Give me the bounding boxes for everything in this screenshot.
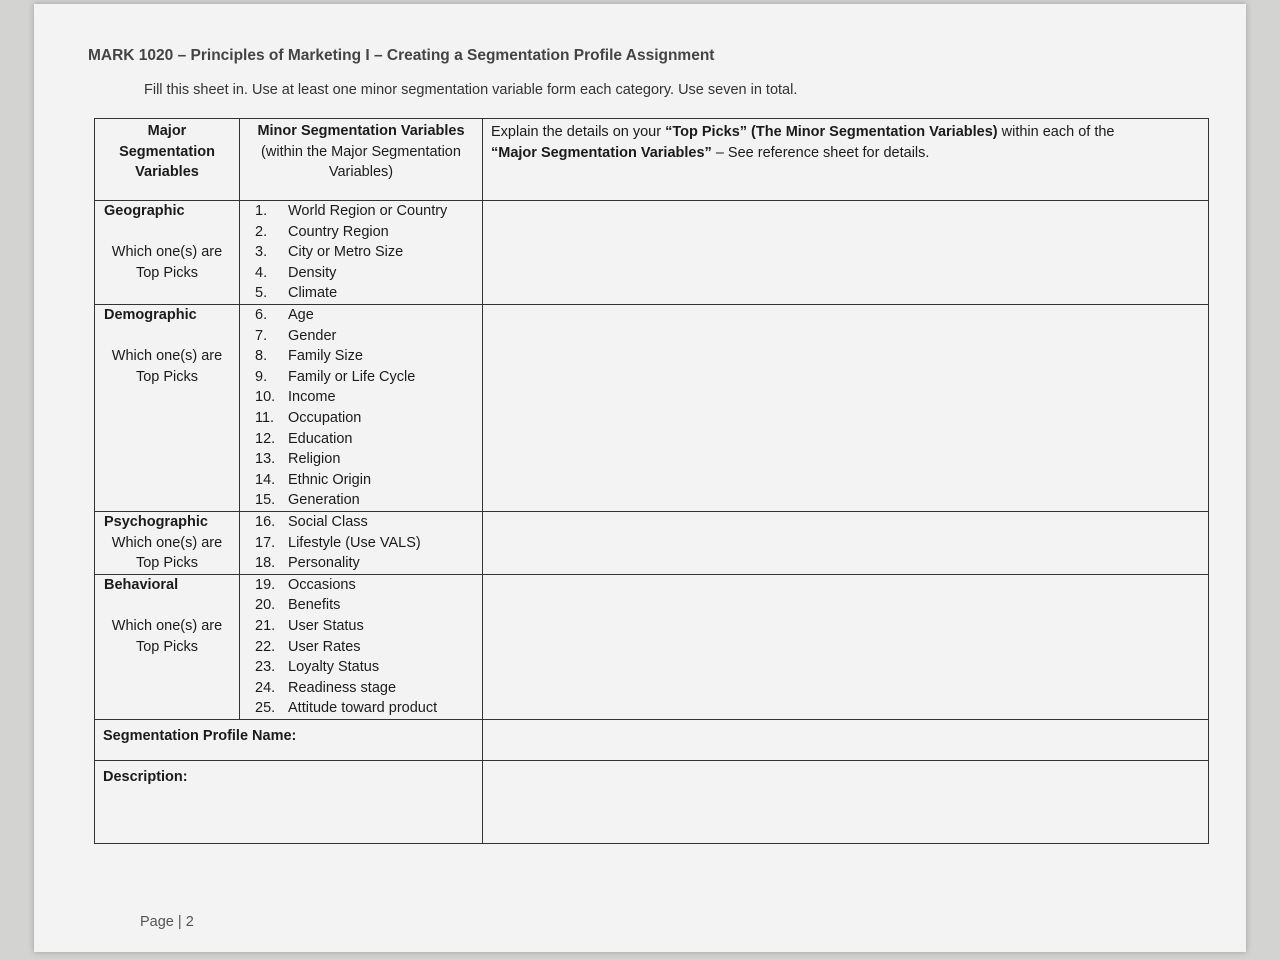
list-item: 8. Family Size bbox=[255, 348, 363, 365]
segmentation-table bbox=[94, 118, 1209, 844]
demographic-row bbox=[95, 305, 1209, 512]
minor-variables-header: Minor Segmentation Variables (within the Major Segmentation Variables) bbox=[240, 119, 483, 201]
list-item: 22. User Rates bbox=[255, 638, 361, 655]
list-item: 23. Loyalty Status bbox=[255, 659, 380, 676]
list-item: 24. Readiness stage bbox=[255, 679, 397, 696]
geographic-row bbox=[95, 201, 1209, 305]
list-item: 1. World Region or Country bbox=[255, 203, 448, 219]
explain-header: Explain the details on your “Top Picks” (The Minor Segmentation Variables) within each of the “Major Segmentation Variables” – See reference sheet for details. bbox=[483, 119, 1209, 201]
list-item: 17. Lifestyle (Use VALS) bbox=[255, 534, 421, 551]
list-item: 2. Country Region bbox=[255, 223, 389, 240]
list-item: 4. Density bbox=[255, 264, 337, 281]
profile-name-row bbox=[95, 719, 1209, 760]
description-input-cell[interactable] bbox=[483, 760, 1209, 843]
list-item: 21. User Status bbox=[255, 617, 364, 634]
list-item: 12. Education bbox=[255, 430, 353, 447]
list-item: 14. Ethnic Origin bbox=[255, 471, 372, 488]
minor-cell-geographic bbox=[240, 201, 483, 305]
header-row bbox=[95, 119, 1209, 201]
answer-cell-psychographic[interactable] bbox=[483, 512, 1209, 575]
list-item: 18. Personality bbox=[255, 555, 360, 572]
behavioral-row bbox=[95, 574, 1209, 719]
page-number: Page | 2 bbox=[140, 914, 194, 930]
major-cell-geographic: Geographic Which one(s) are Top Picks bbox=[95, 201, 240, 305]
list-item: 25. Attitude toward product bbox=[255, 700, 438, 717]
minor-cell-behavioral bbox=[240, 574, 483, 719]
list-item: 16. Social Class bbox=[255, 514, 368, 530]
minor-cell-psychographic bbox=[240, 512, 483, 575]
major-variables-header: Major Segmentation Variables bbox=[95, 119, 240, 201]
answer-cell-demographic[interactable] bbox=[483, 305, 1209, 512]
list-item: 11. Occupation bbox=[255, 409, 362, 426]
list-item: 6. Age bbox=[255, 307, 314, 323]
document-page bbox=[34, 4, 1246, 952]
description-label: Description: bbox=[95, 760, 483, 843]
description-row bbox=[95, 760, 1209, 843]
list-item: 13. Religion bbox=[255, 451, 341, 468]
answer-cell-geographic[interactable] bbox=[483, 201, 1209, 305]
profile-name-input-cell[interactable] bbox=[483, 719, 1209, 760]
list-item: 5. Climate bbox=[255, 285, 338, 302]
instructions-text: Fill this sheet in. Use at least one minor segmentation variable form each category. Use seven in total. bbox=[144, 82, 798, 98]
major-cell-psychographic: Psychographic Which one(s) are Top Picks bbox=[95, 512, 240, 575]
profile-name-label: Segmentation Profile Name: bbox=[95, 719, 483, 760]
major-cell-behavioral: Behavioral Which one(s) are Top Picks bbox=[95, 574, 240, 719]
list-item: 3. City or Metro Size bbox=[255, 244, 404, 261]
minor-cell-demographic bbox=[240, 305, 483, 512]
list-item: 7. Gender bbox=[255, 327, 337, 344]
psychographic-row bbox=[95, 512, 1209, 575]
major-cell-demographic: Demographic Which one(s) are Top Picks bbox=[95, 305, 240, 512]
list-item: 9. Family or Life Cycle bbox=[255, 368, 416, 385]
major-name: Behavioral bbox=[104, 576, 179, 593]
list-item: 20. Benefits bbox=[255, 597, 341, 614]
list-item: 10. Income bbox=[255, 389, 336, 406]
major-name: Demographic bbox=[104, 307, 197, 323]
major-name: Psychographic bbox=[104, 514, 208, 530]
answer-cell-behavioral[interactable] bbox=[483, 574, 1209, 719]
document-title: MARK 1020 – Principles of Marketing I – Creating a Segmentation Profile Assignment bbox=[88, 47, 715, 64]
list-item: 15. Generation bbox=[255, 492, 360, 509]
list-item: 19. Occasions bbox=[255, 576, 356, 593]
major-name: Geographic bbox=[104, 203, 185, 219]
